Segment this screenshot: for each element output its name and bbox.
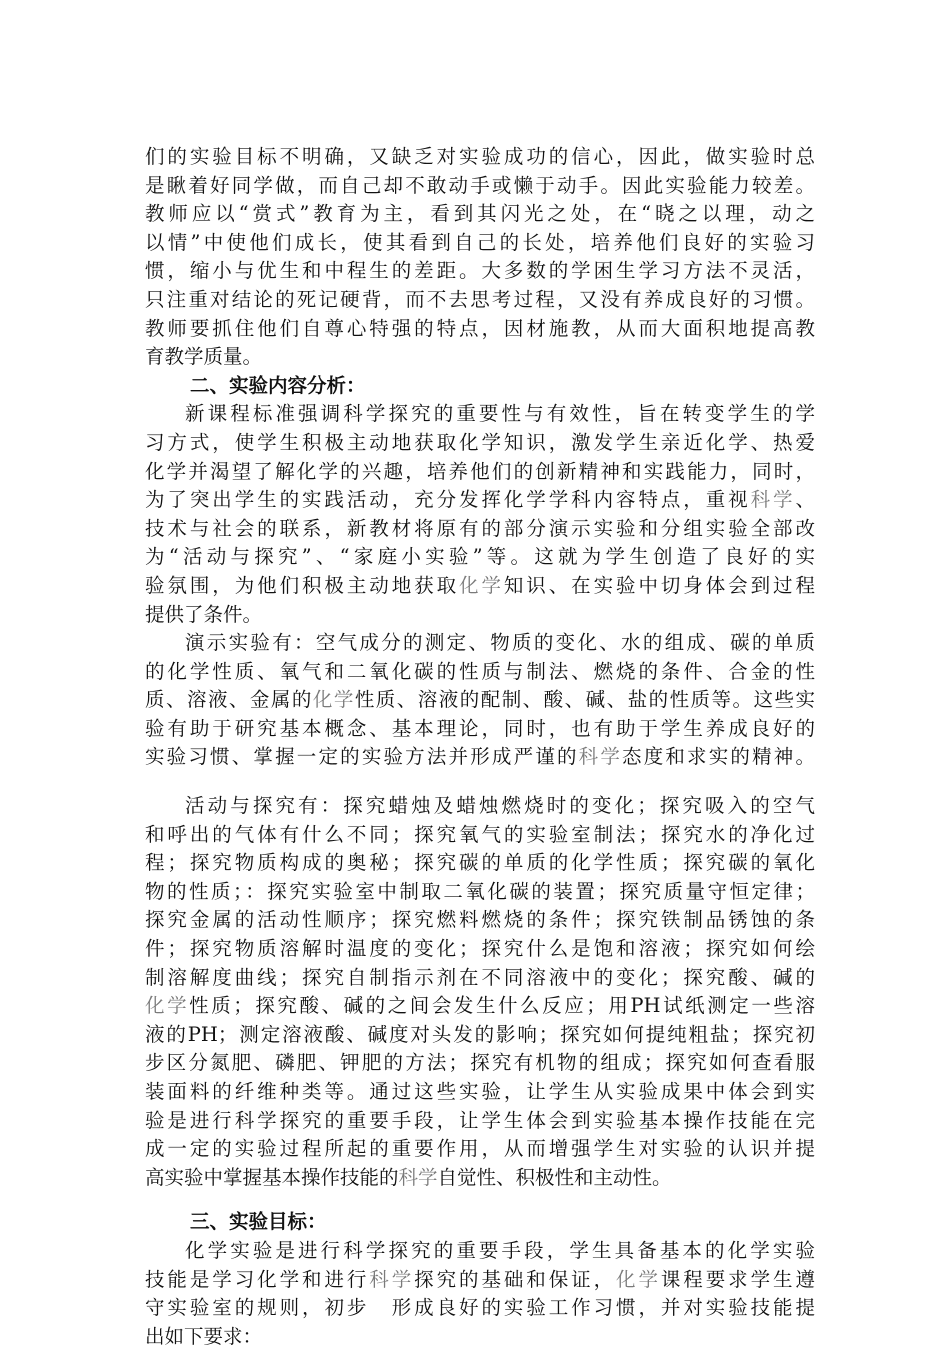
text-line: 程；探究物质构成的奥秘；探究碳的单质的化学性质；探究碳的氧化: [145, 851, 815, 875]
paragraph-inquiry-activities: [145, 792, 815, 1192]
text-line: 提供了条件。: [145, 602, 263, 626]
text-line: 成一定的实验过程所起的重要作用，从而增强学生对实验的认识并提: [145, 1137, 815, 1161]
text-line: 守实验室的规则，初步 形成良好的实验工作习惯，并对实验技能提: [145, 1296, 815, 1320]
text-line: 化学并渴望了解化学的兴趣，培养他们的创新精神和实践能力，同时，: [145, 459, 815, 483]
section-heading-experiment-goals: 三、实验目标：: [190, 1210, 327, 1234]
text-line: 教师要抓住他们自尊心特强的特点，因材施教，从而大面积地提高教: [145, 316, 815, 340]
paragraph-spacer: [145, 772, 815, 792]
text-run: 技能是学习化学和进行: [145, 1267, 370, 1291]
text-line: 以情”中使他们成长，使其看到自己的长处，培养他们良好的实验习: [145, 230, 815, 254]
keyword-link[interactable]: 科学: [578, 745, 623, 769]
keyword-link[interactable]: 化学: [459, 573, 504, 597]
text-run: 性质、溶液的配制、酸、碱、盐的性质等。这些实: [354, 688, 815, 712]
text-line: 教师应以“赏式”教育为主，看到其闪光之处，在“晓之以理，动之: [145, 202, 815, 226]
text-run: 质、溶液、金属的: [145, 688, 313, 712]
text-line: 新课程标准强调科学探究的重要性与有效性，旨在转变学生的学: [185, 402, 815, 426]
text-line: 习方式，使学生积极主动地获取化学知识，激发学生亲近化学、热爱: [145, 430, 815, 454]
text-run: 态度和求实的精神。: [622, 745, 815, 769]
text-line: 探究金属的活动性顺序；探究燃料燃烧的条件；探究铁制品锈蚀的条: [145, 908, 815, 932]
text-line: 是瞅着好同学做，而自己却不敢动手或懒于动手。因此实验能力较差。: [145, 173, 815, 197]
text-line: 技术与社会的联系，新教材将原有的部分演示实验和分组实验全部改: [145, 516, 815, 540]
text-run: 、: [795, 488, 815, 512]
text-line: 惯，缩小与优生和中程生的差距。大多数的学困生学习方法不灵活，: [145, 259, 815, 283]
keyword-link[interactable]: 科学: [750, 488, 796, 512]
text-line: 活动与探究有：探究蜡烛及蜡烛燃烧时的变化；探究吸入的空气: [185, 794, 815, 818]
document-page: [145, 143, 815, 1351]
text-line: 们的实验目标不明确，又缺乏对实验成功的信心，因此，做实验时总: [145, 145, 815, 168]
text-line: 步区分氮肥、磷肥、钾肥的方法；探究有机物的组成；探究如何查看服: [145, 1051, 815, 1075]
paragraph-student-analysis: [145, 143, 815, 372]
text-run: 课程要求学生遵: [660, 1267, 815, 1291]
text-line: 为“活动与探究”、“家庭小实验”等。这就为学生创造了良好的实: [145, 545, 815, 569]
text-run: 高实验中掌握基本操作技能的: [145, 1165, 399, 1189]
text-line: 制溶解度曲线；探究自制指示剂在不同溶液中的变化；探究酸、碱的: [145, 965, 815, 989]
text-line: [145, 992, 815, 1021]
text-run: 性质；探究酸、碱的之间会发生什么反应；用PH试纸测定一些溶: [189, 994, 815, 1018]
keyword-link[interactable]: 化学: [312, 688, 355, 712]
text-run: 自觉性、积极性和主动性。: [437, 1165, 672, 1189]
text-line: 件；探究物质溶解时温度的变化；探究什么是饱和溶液；探究如何绘: [145, 937, 815, 961]
keyword-link[interactable]: 科学: [398, 1165, 438, 1189]
text-run: 知识、在实验中切身体会到过程: [503, 573, 815, 597]
text-line: 出如下要求：: [145, 1324, 263, 1348]
paragraph-experiment-goals: [145, 1237, 815, 1351]
text-line: 装面料的纤维种类等。通过这些实验，让学生从实验成果中体会到实: [145, 1080, 815, 1103]
text-line: 化学实验是进行科学探究的重要手段，学生具备基本的化学实验: [185, 1238, 815, 1262]
text-line: 验是进行科学探究的重要手段，让学生体会到实验基本操作技能在完: [145, 1108, 815, 1132]
text-line: 物的性质；：探究实验室中制取二氧化碳的装置；探究质量守恒定律；: [145, 879, 815, 903]
text-line: [145, 743, 815, 772]
paragraph-spacer: [145, 1192, 815, 1208]
text-line: 只注重对结论的死记硬背，而不去思考过程，又没有养成良好的习惯。: [145, 287, 815, 311]
text-line: [145, 486, 815, 515]
text-run: 探究的基础和保证，: [414, 1267, 617, 1291]
text-line: 液的PH；测定溶液酸、碱度对头发的影响；探究如何提纯粗盐；探究初: [145, 1022, 815, 1046]
text-line: [145, 572, 815, 601]
text-line: [145, 1266, 815, 1295]
keyword-link[interactable]: 化学: [145, 994, 190, 1018]
text-line: [145, 1164, 815, 1193]
paragraph-curriculum-standard: [145, 400, 815, 629]
keyword-link[interactable]: 化学: [616, 1267, 661, 1291]
text-line: 的化学性质、氧气和二氧化碳的性质与制法、燃烧的条件、合金的性: [145, 659, 815, 683]
text-line: 演示实验有：空气成分的测定、物质的变化、水的组成、碳的单质: [185, 631, 815, 655]
text-run: 实验习惯、掌握一定的实验方法并形成严谨的: [145, 745, 579, 769]
text-run: 验氛围，为他们积极主动地获取: [145, 573, 460, 597]
text-line: 验有助于研究基本概念、基本理论，同时，也有助于学生养成良好的: [145, 716, 815, 740]
text-line: 和呼出的气体有什么不同；探究氧气的实验室制法；探究水的净化过: [145, 822, 815, 846]
text-run: 为了突出学生的实践活动，充分发挥化学学科内容特点，重视: [145, 488, 751, 512]
paragraph-demonstration-experiments: [145, 629, 815, 772]
text-line: [145, 686, 815, 715]
section-heading-content-analysis: 二、实验内容分析：: [190, 373, 366, 397]
text-line: 育教学质量。: [145, 345, 263, 369]
keyword-link[interactable]: 科学: [369, 1267, 415, 1291]
